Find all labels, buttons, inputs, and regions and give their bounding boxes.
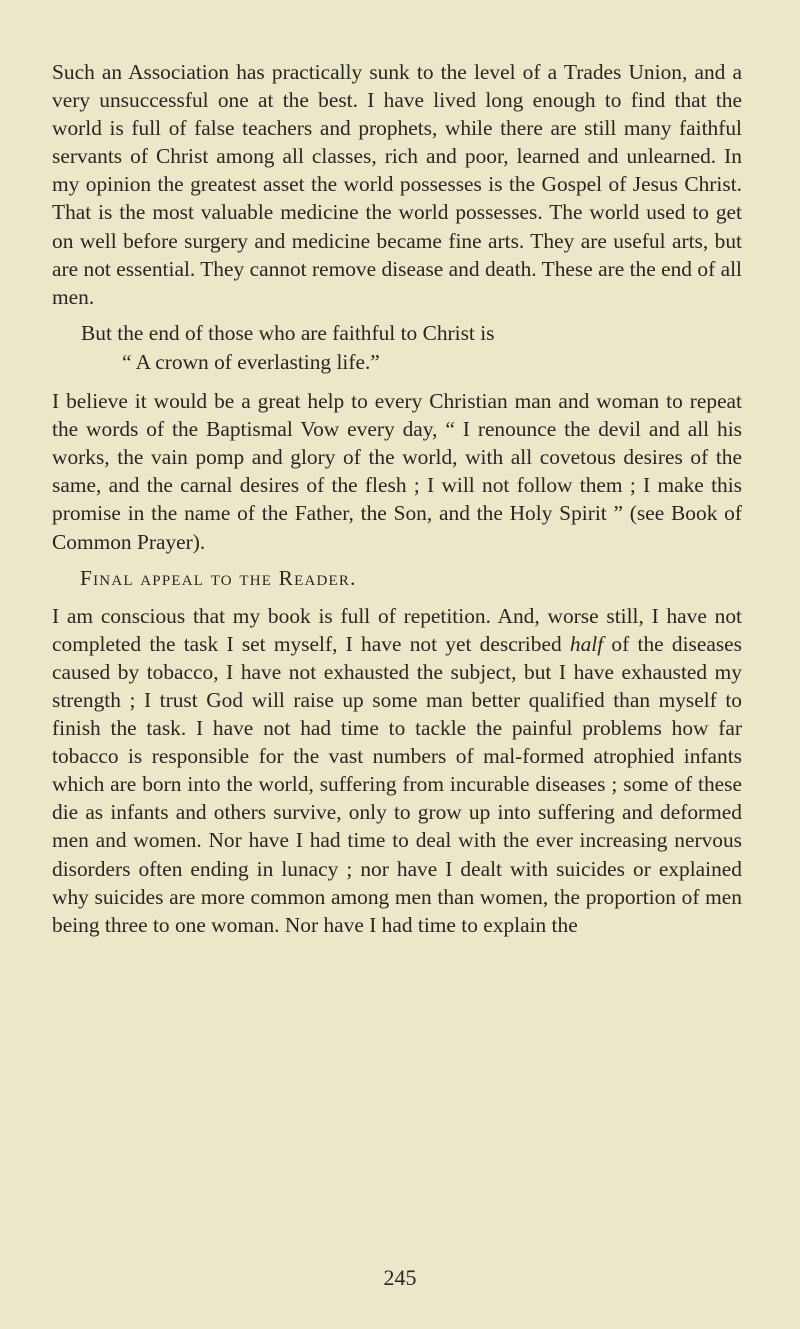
paragraph-association: Such an Association has practically sunk to the level of a Trades Union, and a very unsuccessful one at the best. I have lived long enough to find that the world is full of false teachers and prophets, while there are still many faithful servants of Christ among all classes, rich and poor, learned and unlearned. In my opinion the greatest asset the world possesses is the Gospel of Jesus Christ. That is the most valuable medicine the world possesses. The world used to get on well before surgery and medicine became fine arts. They are useful arts, but are not essential. They cannot remove disease and death. These are the end of all men.	[52, 60, 742, 309]
paragraph-end-of-faithful: But the end of those who are faithful to Christ is	[81, 320, 495, 345]
paragraph-baptismal-vow: I believe it would be a great help to every Christian man and woman to repeat the words of the Baptismal Vow every day, “ I renounce the devil and all his works, the vain pomp and glory of the world, with all covetous desires of the same, and the carnal desires of the flesh ; I will not follow them ; I make this promise in the name of the Father, the Son, and the Holy Spirit ” (see Book of Common Prayer).	[52, 389, 742, 554]
paragraph-final-appeal	[52, 602, 742, 939]
section-heading: Final appeal to the Reader.	[80, 565, 357, 590]
final-appeal-text-start: I am conscious that my book is full of repetition. And, worse still, I have not completed the task I set myself, I have not yet described	[52, 603, 742, 656]
page-number: 245	[383, 1265, 417, 1290]
quote-crown-of-life: “ A crown of everlasting life.”	[122, 349, 380, 374]
italic-half: half	[569, 631, 604, 656]
final-appeal-text-end: of the diseases caused by tobacco, I have not exhausted the subject, but I have exhausted my strength ; I trust God will raise up some man better qualified than myself to finish the task. I have not had time to tackle the painful problems how far tobacco is responsible for the vast numbers of mal-formed atrophied infants which are born into the world, suffering from incurable diseases ; some of these die as infants and others survive, only to grow up into suffering and deformed men and women. Nor have I had time to deal with the ever increasing nervous disorders often ending in lunacy ; nor have I dealt with suicides or explained why suicides are more common among men than women, the proportion of men being three to one woman. Nor have I had time to explain the	[52, 631, 742, 937]
page-body	[52, 58, 742, 939]
